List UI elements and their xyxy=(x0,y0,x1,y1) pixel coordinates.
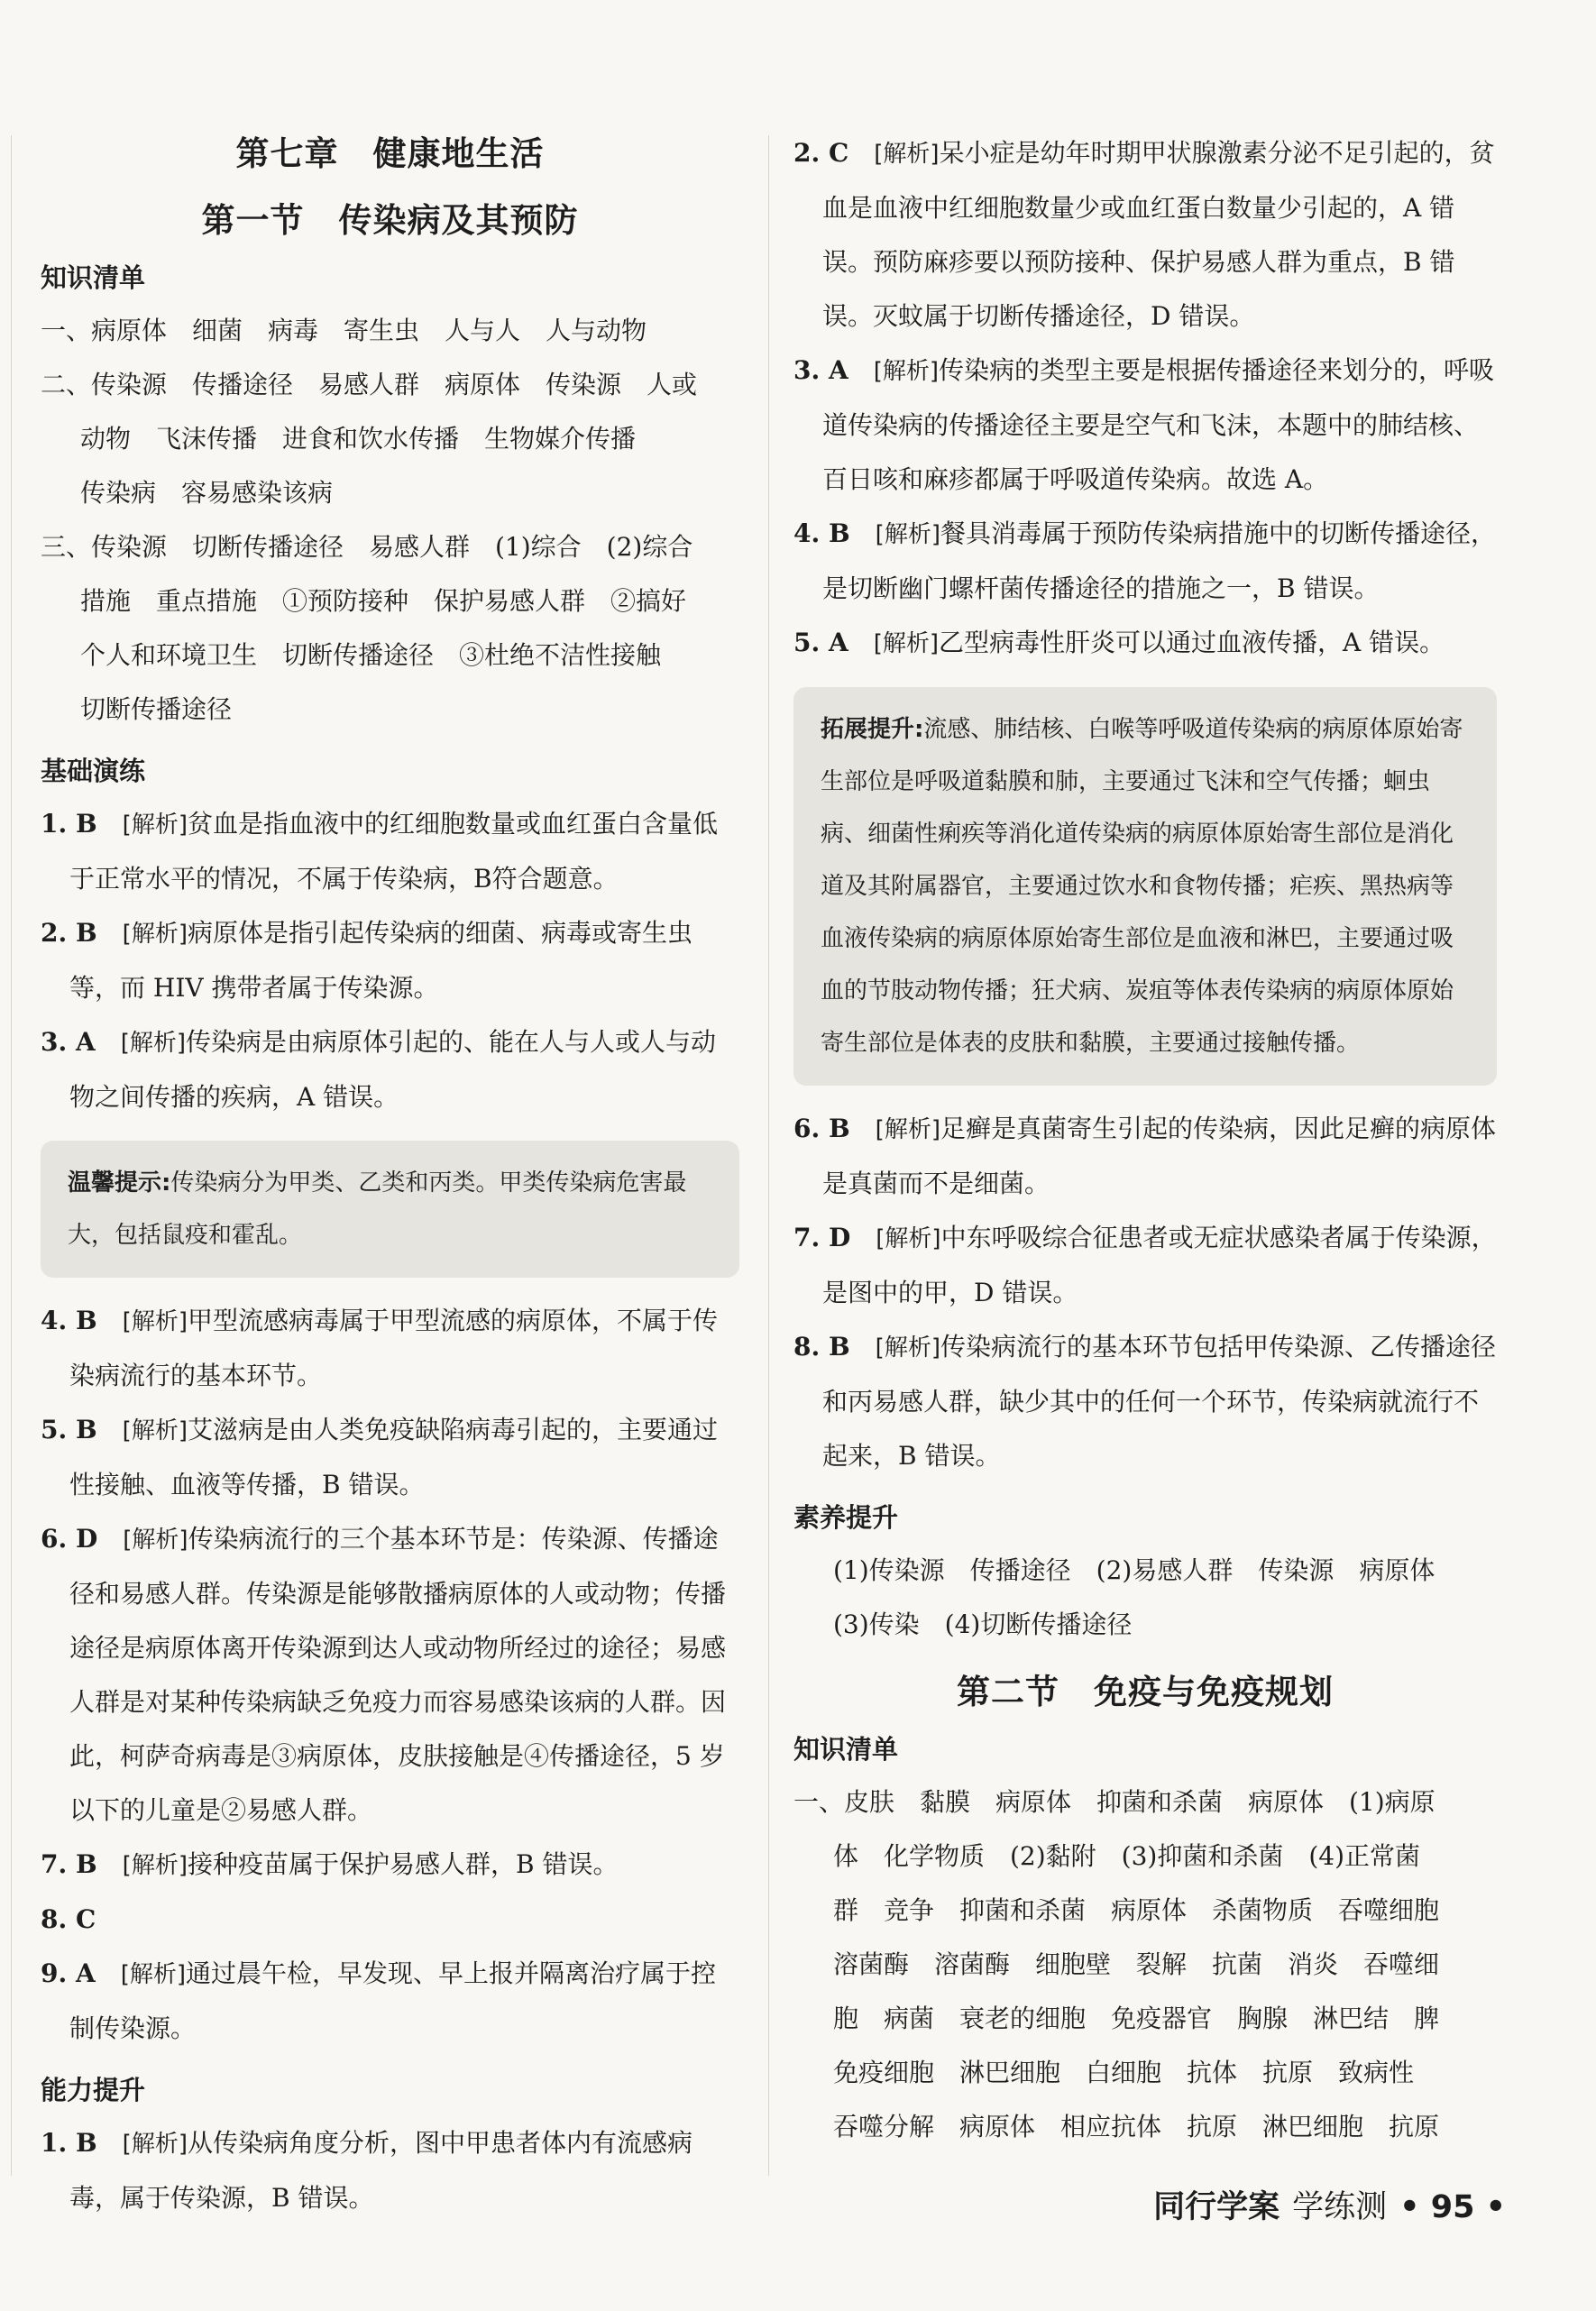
answer-number: 8. C xyxy=(41,1904,96,1934)
heading-basic: 基础演练 xyxy=(41,756,146,786)
heading-knowledge: 知识清单 xyxy=(41,262,146,293)
answer-text: 艾滋病是由人类免疫缺陷病毒引起的，主要通过性接触、血液等传播，B 错误。 xyxy=(69,1415,718,1499)
footer-brand: 同行学案 xyxy=(1153,2189,1280,2225)
analysis-tag: [解析] xyxy=(122,921,188,948)
knowledge-line: 个人和环境卫生 切断传播途径 ③杜绝不洁性接触 xyxy=(80,640,662,670)
answer-item xyxy=(793,1320,1497,1483)
answer-number: 3. A xyxy=(41,1027,96,1057)
answer-item xyxy=(793,126,1497,344)
analysis-tag: [解析] xyxy=(876,1225,941,1252)
tip-label: 温馨提示: xyxy=(68,1169,171,1197)
analysis-tag: [解析] xyxy=(120,1961,187,1988)
analysis-tag: [解析] xyxy=(122,1852,188,1879)
answer-text: 贫血是指血液中的红细胞数量或血红蛋白含量低于正常水平的情况，不属于传染病，B符合题意。 xyxy=(69,809,718,894)
answer-item xyxy=(41,1403,739,1512)
section-title: 第二节 免疫与免疫规划 xyxy=(957,1672,1334,1711)
knowledge-line: 免疫细胞 淋巴细胞 白细胞 抗体 抗原 致病性 xyxy=(833,2058,1415,2087)
answer-text: 通过晨午检，早发现、早上报并隔离治疗属于控制传染源。 xyxy=(69,1958,717,2043)
answer-item xyxy=(41,1893,739,1947)
heading-knowledge: 知识清单 xyxy=(793,1734,899,1765)
answer-text: 甲型流感病毒属于甲型流感的病原体，不属于传染病流行的基本环节。 xyxy=(69,1306,718,1390)
answer-item xyxy=(41,1294,739,1403)
column-divider xyxy=(768,135,769,2176)
knowledge-line: 一、皮肤 黏膜 病原体 抑菌和杀菌 病原体 (1)病原 xyxy=(793,1787,1435,1817)
analysis-tag: [解析] xyxy=(873,358,940,385)
answer-item xyxy=(41,906,739,1015)
answer-list xyxy=(793,126,1497,671)
answer-text: 病原体是指引起传染病的细菌、病毒或寄生虫等，而 HIV 携带者属于传染源。 xyxy=(69,918,693,1003)
answer-number: 1. B xyxy=(41,2128,97,2158)
literacy-line: (1)传染源 传播途径 (2)易感人群 传染源 病原体 xyxy=(833,1555,1435,1585)
analysis-tag: [解析] xyxy=(875,521,940,548)
answer-item xyxy=(793,1102,1497,1211)
analysis-tag: [解析] xyxy=(874,141,940,168)
knowledge-line: 措施 重点措施 ①预防接种 保护易感人群 ②搞好 xyxy=(80,586,687,616)
answer-number: 3. A xyxy=(793,355,848,385)
answer-number: 4. B xyxy=(793,518,850,548)
analysis-tag: [解析] xyxy=(122,812,188,839)
analysis-tag: [解析] xyxy=(873,630,940,657)
answer-item xyxy=(41,797,739,906)
answer-text: 从传染病角度分析，图中甲患者体内有流感病毒，属于传染源，B 错误。 xyxy=(69,2128,693,2213)
analysis-tag: [解析] xyxy=(122,1308,188,1335)
answer-number: 5. B xyxy=(41,1415,97,1444)
knowledge-line: 三、传染源 切断传播途径 易感人群 (1)综合 (2)综合 xyxy=(41,532,693,562)
tip-box xyxy=(41,1141,739,1278)
chapter-title: 第七章 健康地生活 xyxy=(235,133,545,173)
analysis-tag: [解析] xyxy=(875,1116,940,1143)
knowledge-line: 动物 飞沫传播 进食和饮水传播 生物媒介传播 xyxy=(80,424,637,454)
answer-item xyxy=(41,1512,739,1838)
answer-item xyxy=(41,2116,739,2225)
knowledge-line: 群 竞争 抑菌和杀菌 病原体 杀菌物质 吞噬细胞 xyxy=(833,1895,1440,1925)
answer-list xyxy=(793,1102,1497,1483)
knowledge-line: 胞 病菌 衰老的细胞 免疫器官 胸腺 淋巴结 脾 xyxy=(833,2004,1440,2033)
tip-text: 传染病分为甲类、乙类和丙类。甲类传染病危害最大，包括鼠疫和霍乱。 xyxy=(68,1169,687,1249)
answer-text: 呆小症是幼年时期甲状腺激素分泌不足引起的，贫血是血液中红细胞数量少或血红蛋白数量少引起的，A 错误。预防麻疹要以预防接种、保护易感人群为重点，B 错误。灭蚊属于切断传播途径，D 错误。 xyxy=(822,138,1495,331)
answer-number: 8. B xyxy=(793,1332,850,1362)
answer-number: 4. B xyxy=(41,1306,97,1335)
answer-text: 餐具消毒属于预防传染病措施中的切断传播途径，是切断幽门螺杆菌传播途径的措施之一，B 错误。 xyxy=(822,518,1496,603)
answer-number: 2. C xyxy=(793,138,849,168)
left-margin-rule xyxy=(11,135,12,2176)
knowledge-line: 二、传染源 传播途径 易感人群 病原体 传染源 人或 xyxy=(41,370,698,399)
answer-text: 传染病的类型主要是根据传播途径来划分的，呼吸道传染病的传播途径主要是空气和飞沫，本题中的肺结核、百日咳和麻疹都属于呼吸道传染病。故选 A。 xyxy=(822,355,1495,494)
literacy-line: (3)传染 (4)切断传播途径 xyxy=(833,1609,1133,1639)
answer-number: 6. D xyxy=(41,1524,98,1554)
knowledge-line: 传染病 容易感染该病 xyxy=(80,478,334,508)
answer-number: 6. B xyxy=(793,1114,850,1143)
analysis-tag: [解析] xyxy=(122,2131,188,2158)
knowledge-line: 体 化学物质 (2)黏附 (3)抑菌和杀菌 (4)正常菌 xyxy=(833,1841,1420,1871)
analysis-tag: [解析] xyxy=(123,1527,188,1554)
answer-text: 足癣是真菌寄生引起的传染病，因此足癣的病原体是真菌而不是细菌。 xyxy=(822,1114,1496,1198)
answer-text: 乙型病毒性肝炎可以通过血液传播，A 错误。 xyxy=(939,628,1445,657)
answer-item xyxy=(793,616,1497,671)
knowledge-line: 切断传播途径 xyxy=(80,694,233,724)
answer-item xyxy=(793,507,1497,616)
heading-ability: 能力提升 xyxy=(41,2075,146,2105)
answer-item xyxy=(41,1947,739,2056)
answer-item xyxy=(41,1015,739,1124)
footer-subtitle: 学练测 xyxy=(1292,2189,1388,2225)
knowledge-line: 溶菌酶 溶菌酶 细胞壁 裂解 抗菌 消炎 吞噬细 xyxy=(833,1949,1440,1979)
answer-number: 9. A xyxy=(41,1958,96,1988)
analysis-tag: [解析] xyxy=(120,1030,187,1057)
knowledge-line: 一、病原体 细菌 病毒 寄生虫 人与人 人与动物 xyxy=(41,316,647,345)
answer-list xyxy=(41,797,739,1124)
section-title: 第一节 传染病及其预防 xyxy=(201,200,579,240)
left-column xyxy=(41,126,739,2225)
extension-label: 拓展提升: xyxy=(821,716,924,743)
answer-text: 传染病流行的基本环节包括甲传染源、乙传播途径和丙易感人群，缺少其中的任何一个环节，传染病就流行不起来，B 错误。 xyxy=(822,1332,1496,1471)
answer-item xyxy=(793,1211,1497,1320)
knowledge-line: 吞噬分解 病原体 相应抗体 抗原 淋巴细胞 抗原 xyxy=(833,2112,1440,2141)
answer-text: 传染病流行的三个基本环节是：传染源、传播途径和易感人群。传染源是能够散播病原体的人或动物；传播途径是病原体离开传染源到达人或动物所经过的途径；易感人群是对某种传染病缺乏免疫力而容易感染该病的人群。因此，柯萨奇病毒是③病原体，皮肤接触是④传播途径，5 岁以下的儿童是②易感人群。 xyxy=(69,1524,727,1825)
answer-list xyxy=(41,1294,739,1893)
page-number: • 95 • xyxy=(1399,2189,1506,2225)
extension-text: 流感、肺结核、白喉等呼吸道传染病的病原体原始寄生部位是呼吸道黏膜和肺，主要通过飞沫和空气传播；蛔虫病、细菌性痢疾等消化道传染病的病原体原始寄生部位是消化道及其附属器官，主要通过饮水和食物传播；疟疾、黑热病等血液传染病的病原体原始寄生部位是血液和淋巴，主要通过吸血的节肢动物传播；狂犬病、炭疽等体表传染病的病原体原始寄生部位是体表的皮肤和黏膜，主要通过接触传播。 xyxy=(821,716,1463,1057)
answer-number: 7. D xyxy=(793,1223,851,1252)
answer-text: 中东呼吸综合征患者或无症状感染者属于传染源，是图中的甲，D 错误。 xyxy=(822,1223,1497,1307)
analysis-tag: [解析] xyxy=(122,1417,188,1444)
analysis-tag: [解析] xyxy=(875,1334,940,1362)
page-footer xyxy=(1153,2182,1506,2227)
answer-item xyxy=(41,1838,739,1893)
answer-text: 接种疫苗属于保护易感人群，B 错误。 xyxy=(187,1849,619,1879)
answer-number: 2. B xyxy=(41,918,97,948)
answer-number: 5. A xyxy=(793,628,848,657)
heading-literacy: 素养提升 xyxy=(793,1502,899,1533)
answer-number: 7. B xyxy=(41,1849,97,1879)
answer-item xyxy=(793,344,1497,507)
right-column xyxy=(793,126,1497,2154)
answer-number: 1. B xyxy=(41,809,97,839)
answer-text: 传染病是由病原体引起的、能在人与人或人与动物之间传播的疾病，A 错误。 xyxy=(69,1027,717,1112)
extension-box xyxy=(793,687,1497,1086)
